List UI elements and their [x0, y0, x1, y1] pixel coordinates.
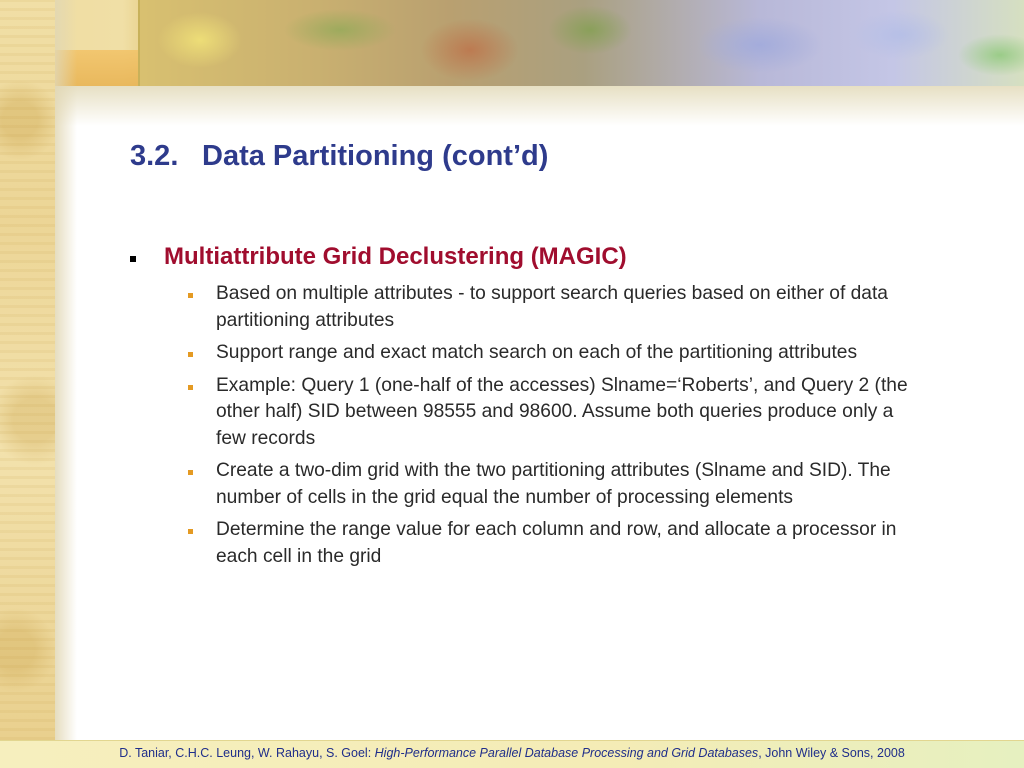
orange-square-bullet-icon [188, 293, 193, 298]
top-decorative-banner [0, 0, 1024, 86]
left-decorative-strip [0, 0, 55, 740]
footer-book-title: High-Performance Parallel Database Processing and Grid Databases [374, 746, 759, 760]
sub-bullet-text: Determine the range value for each column and row, and allocate a processor in each cell in the grid [216, 519, 897, 567]
footer-publisher: , John Wiley & Sons, 2008 [758, 746, 905, 760]
sub-bullet-text: Support range and exact match search on each of the partitioning attributes [216, 342, 858, 363]
sub-bullet-text: Based on multiple attributes - to support search queries based on either of data partitioning attributes [216, 283, 888, 331]
footer-citation [0, 746, 1024, 760]
slide-title-text: Data Partitioning (cont’d) [202, 140, 549, 172]
sub-bullet-item [164, 281, 926, 334]
banner-artwork [138, 0, 1024, 86]
main-bullet-text: Multiattribute Grid Declustering (MAGIC) [164, 243, 627, 270]
slide-title-number: 3.2. [130, 140, 179, 172]
orange-square-bullet-icon [188, 470, 193, 475]
orange-square-bullet-icon [188, 385, 193, 390]
sub-bullet-text: Create a two-dim grid with the two partitioning attributes (Slname and SID). The number of cells in the grid equal the number of processing elements [216, 460, 891, 508]
orange-square-bullet-icon [188, 352, 193, 357]
bullet-list [130, 241, 950, 576]
orange-square-bullet-icon [188, 529, 193, 534]
sub-bullet-list [164, 281, 950, 570]
sub-bullet-item [164, 517, 926, 570]
slide-title [130, 140, 548, 173]
sub-bullet-text: Example: Query 1 (one-half of the accesses) Slname=‘Roberts’, and Query 2 (the other half) SID between 98555 and 98600. Assume both queries produce only a few records [216, 374, 908, 449]
sub-bullet-item [164, 340, 926, 367]
sub-bullet-item [164, 458, 926, 511]
square-bullet-icon [130, 256, 136, 262]
footer-authors: D. Taniar, C.H.C. Leung, W. Rahayu, S. Goel: [119, 746, 375, 760]
sub-bullet-item [164, 373, 926, 453]
main-bullet [130, 241, 950, 570]
